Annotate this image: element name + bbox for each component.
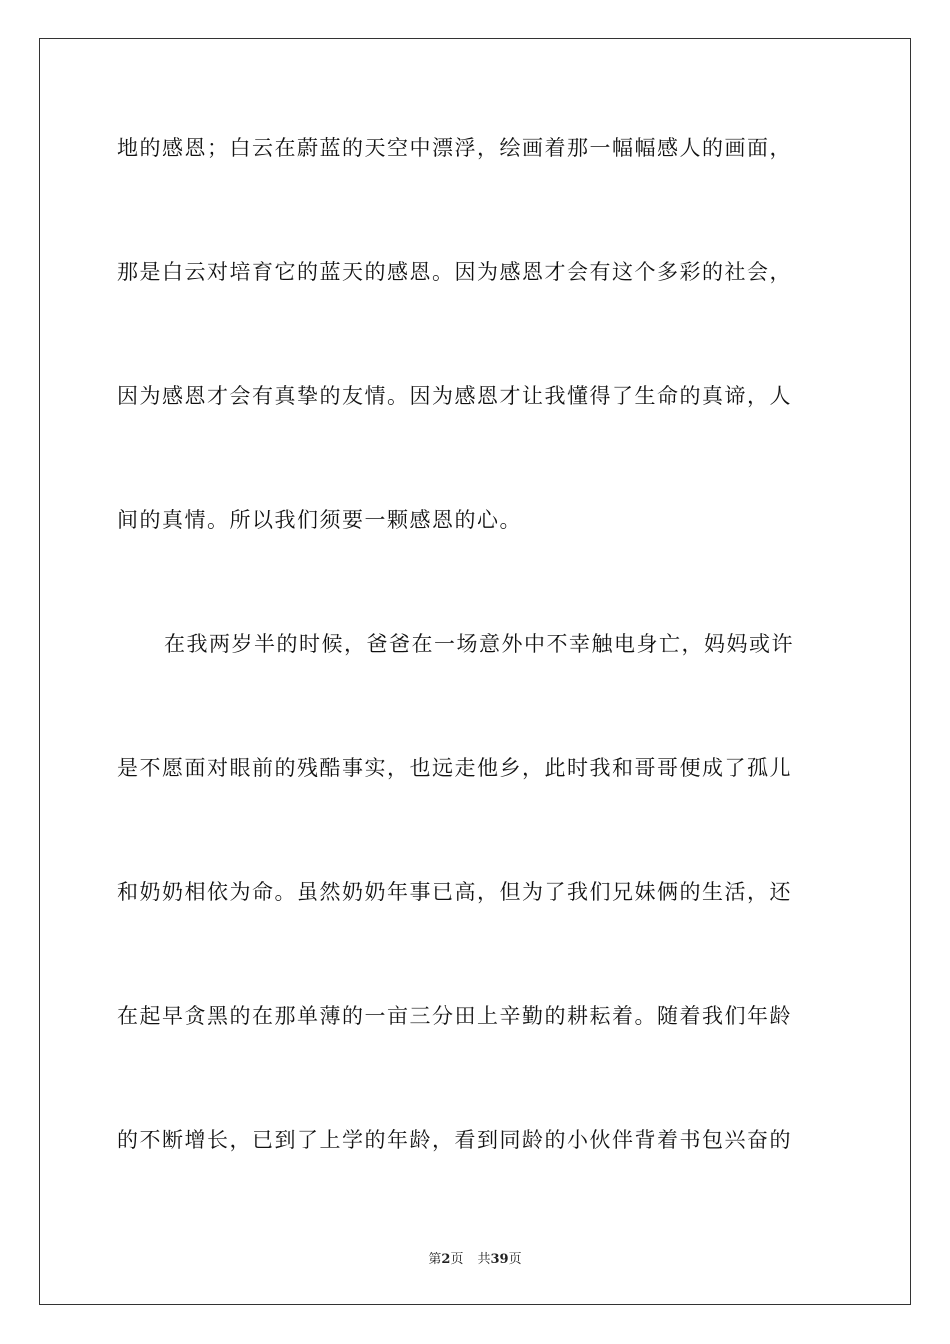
page-suffix: 页 xyxy=(450,1252,464,1267)
text-line: 那是白云对培育它的蓝天的感恩。因为感恩才会有这个多彩的社会， xyxy=(117,260,792,284)
text-line: 因为感恩才会有真挚的友情。因为感恩才让我懂得了生命的真谛，人 xyxy=(117,384,792,408)
text-line: 和奶奶相依为命。虽然奶奶年事已高，但为了我们兄妹俩的生活，还 xyxy=(117,880,792,904)
document-body xyxy=(117,124,833,1240)
text-line: 地的感恩；白云在蔚蓝的天空中漂浮，绘画着那一幅幅感人的画面， xyxy=(117,136,792,160)
paragraph-first-line: 在我两岁半的时候，爸爸在一场意外中不幸触电身亡，妈妈或许 xyxy=(164,632,794,656)
text-line: 间的真情。所以我们须要一颗感恩的心。 xyxy=(117,508,522,532)
total-suffix: 页 xyxy=(508,1252,522,1267)
page-footer xyxy=(0,1248,950,1267)
total-prefix: 共 xyxy=(477,1252,491,1267)
text-line: 在起早贪黑的在那单薄的一亩三分田上辛勤的耕耘着。随着我们年龄 xyxy=(117,1004,792,1028)
page-prefix: 第 xyxy=(428,1252,442,1267)
total-pages: 39 xyxy=(490,1252,509,1267)
text-line: 是不愿面对眼前的残酷事实，也远走他乡，此时我和哥哥便成了孤儿 xyxy=(117,756,792,780)
text-line: 的不断增长，已到了上学的年龄，看到同龄的小伙伴背着书包兴奋的 xyxy=(117,1128,792,1152)
page-number: 2 xyxy=(441,1252,451,1267)
